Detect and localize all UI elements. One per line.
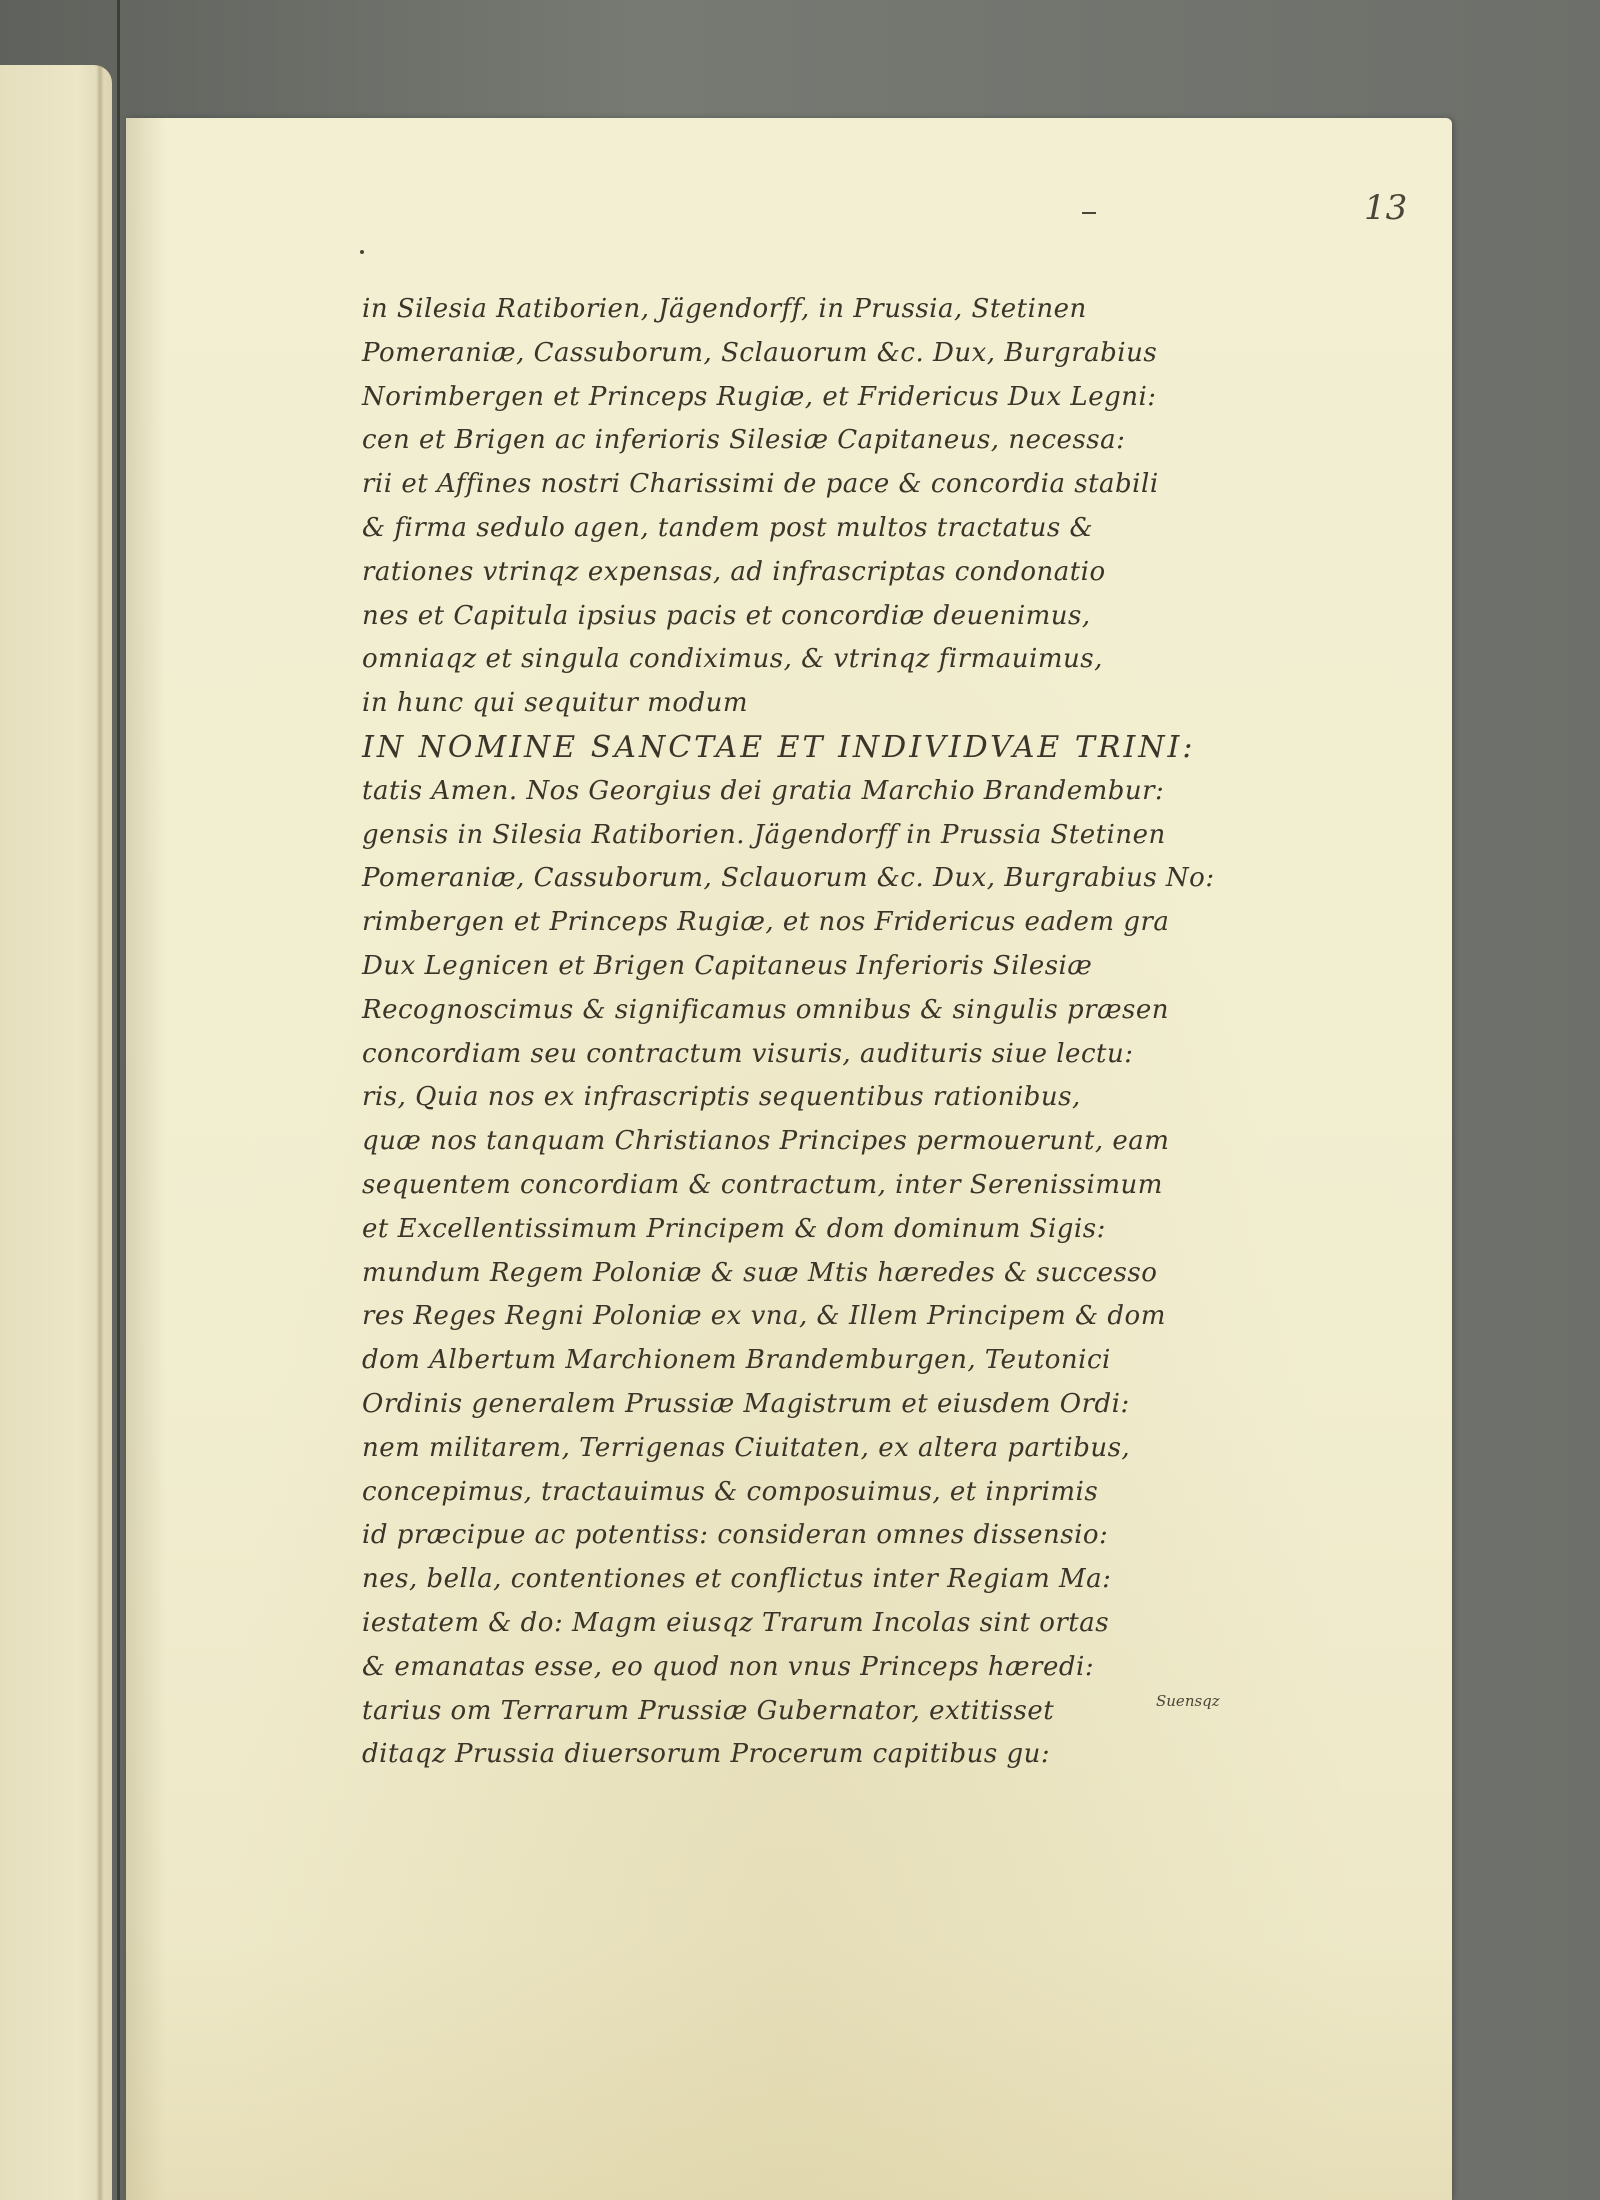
text-line: Norimbergen et Princeps Rugiæ, et Fridericus Dux Legni: xyxy=(362,381,1157,412)
section-heading: IN NOMINE SANCTAE ET INDIVIDVAE TRINI: xyxy=(362,729,1196,765)
page-number: 13 xyxy=(1364,188,1408,228)
superscript-insert: Suensqz xyxy=(1156,1692,1220,1710)
text-line: quæ nos tanquam Christianos Principes permouerunt, eam xyxy=(362,1126,1170,1157)
text-line: iestatem & do: Magm eiusqz Trarum Incolas sint ortas xyxy=(362,1607,1110,1638)
text-line: rationes vtrinqz expensas, ad infrascriptas condonatio xyxy=(362,556,1106,587)
text-line: dom Albertum Marchionem Brandemburgen, Teutonici xyxy=(362,1345,1111,1376)
manuscript-text xyxy=(362,288,1372,1777)
text-line: Recognoscimus & significamus omnibus & singulis præsen xyxy=(362,994,1170,1025)
text-line: omniaqz et singula condiximus, & vtrinqz firmauimus, xyxy=(362,644,1103,675)
left-page-edge xyxy=(0,65,112,2200)
text-line: nem militarem, Terrigenas Ciuitaten, ex altera partibus, xyxy=(362,1432,1131,1463)
text-line: tatis Amen. Nos Georgius dei gratia Marchio Brandembur: xyxy=(362,775,1165,806)
text-line: & emanatas esse, eo quod non vnus Princeps hæredi: xyxy=(362,1651,1095,1682)
header-dash xyxy=(1082,212,1096,214)
text-line: mundum Regem Poloniæ & suæ Mtis hæredes & successo xyxy=(362,1257,1158,1288)
paper-stain xyxy=(126,1940,1452,2200)
text-line: cen et Brigen ac inferioris Silesiæ Capitaneus, necessa: xyxy=(362,425,1126,456)
ink-dot xyxy=(360,250,364,254)
text-line: res Reges Regni Poloniæ ex vna, & Illem Principem & dom xyxy=(362,1301,1166,1332)
text-line: in hunc qui sequitur modum xyxy=(362,688,749,719)
text-line: in Silesia Ratiborien, Jägendorff, in Prussia, Stetinen xyxy=(362,294,1087,324)
text-line: ris, Quia nos ex infrascriptis sequentibus rationibus, xyxy=(362,1082,1081,1113)
text-line: Pomeraniæ, Cassuborum, Sclauorum &c. Dux, Burgrabius xyxy=(362,337,1158,368)
text-line: nes, bella, contentiones et conflictus inter Regiam Ma: xyxy=(362,1564,1112,1595)
text-line: rii et Affines nostri Charissimi de pace & concordia stabili xyxy=(362,469,1159,500)
binding-gutter xyxy=(117,0,120,2200)
text-line: Dux Legnicen et Brigen Capitaneus Inferioris Silesiæ xyxy=(362,950,1093,981)
text-line: et Excellentissimum Principem & dom dominum Sigis: xyxy=(362,1213,1106,1244)
text-line: Ordinis generalem Prussiæ Magistrum et eiusdem Ordi: xyxy=(362,1388,1130,1419)
text-line: & firma sedulo agen, tandem post multos tractatus & xyxy=(362,512,1094,543)
text-line: tarius om Terrarum Prussiæ Gubernator, extitisset xyxy=(362,1695,1055,1726)
text-line: id præcipue ac potentiss: consideran omnes dissensio: xyxy=(362,1520,1109,1551)
text-line: nes et Capitula ipsius pacis et concordiæ deuenimus, xyxy=(362,600,1091,631)
manuscript-page xyxy=(126,118,1452,2200)
text-line: ditaqz Prussia diuersorum Procerum capitibus gu: xyxy=(362,1739,1051,1770)
text-line: rimbergen et Princeps Rugiæ, et nos Fridericus eadem gra xyxy=(362,907,1170,938)
text-line: sequentem concordiam & contractum, inter Serenissimum xyxy=(362,1169,1163,1200)
text-line: gensis in Silesia Ratiborien. Jägendorff in Prussia Stetinen xyxy=(362,819,1166,850)
text-line: Pomeraniæ, Cassuborum, Sclauorum &c. Dux, Burgrabius No: xyxy=(362,863,1215,894)
text-line: concepimus, tractauimus & composuimus, et inprimis xyxy=(362,1476,1099,1507)
text-line: concordiam seu contractum visuris, audituris siue lectu: xyxy=(362,1038,1134,1069)
